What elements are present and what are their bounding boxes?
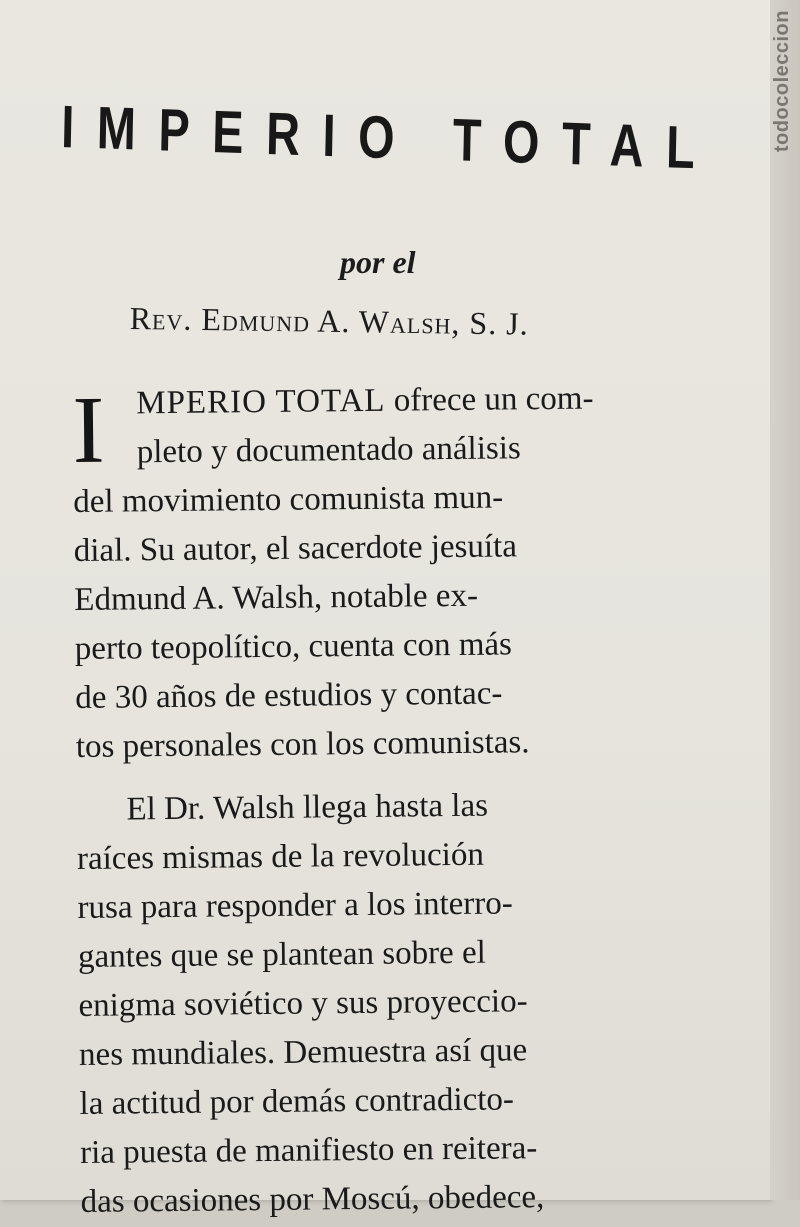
paragraph-2: [76, 780, 681, 1227]
author-name: Rev. Edmund A. Walsh, S. J.: [129, 300, 529, 342]
text-line-14: nes mundiales. Demuestra así que: [78, 1032, 528, 1073]
body-text: [72, 374, 681, 1227]
text-line-15: la actitud por demás contradicto-: [79, 1081, 515, 1122]
text-line-11: rusa para responder a los interro-: [77, 885, 513, 926]
text-line-16: ria puesta de manifiesto en reitera-: [79, 1130, 538, 1171]
text-line-13: enigma soviético y sus proyeccio-: [78, 983, 528, 1024]
adjacent-page-edge: [770, 0, 800, 1200]
text-line-7: de 30 años de estudios y contac-: [75, 675, 503, 716]
text-line: [72, 374, 672, 429]
text-line-4: dial. Su autor, el sacerdote jesuíta: [73, 528, 518, 569]
text-line-9: El Dr. Walsh llega hasta las: [126, 787, 489, 828]
lead-words: MPERIO TOTAL: [136, 382, 386, 422]
text-line-1: ofrece un com-: [385, 380, 594, 419]
text-line-8: tos personales con los comunistas.: [75, 724, 530, 765]
text-line-2: pleto y documentado análisis: [136, 430, 521, 471]
book-title: IMPERIO TOTAL: [60, 92, 719, 183]
watermark: todocoleccion: [771, 10, 793, 153]
text-line-10: raíces mismas de la revolución: [76, 836, 485, 877]
drop-cap: I: [71, 375, 106, 483]
text-line-5: Edmund A. Walsh, notable ex-: [74, 577, 479, 618]
text-line-12: gantes que se plantean sobre el: [77, 934, 486, 975]
text-line-3: del movimiento comunista mun-: [73, 479, 504, 520]
paragraph-1: [72, 374, 676, 772]
byline: por el: [340, 244, 416, 280]
text-line-17: das ocasiones por Moscú, obedece,: [80, 1179, 545, 1220]
text-line-6: perto teopolítico, cuenta con más: [74, 626, 513, 667]
